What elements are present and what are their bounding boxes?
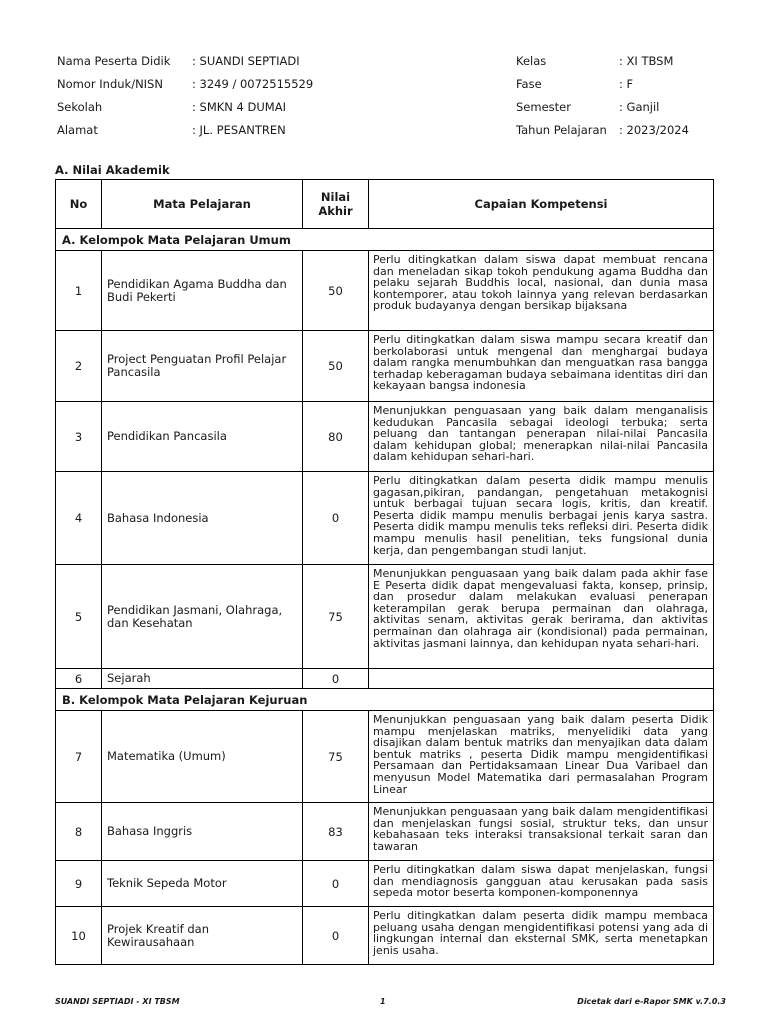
row-subject: Bahasa Inggris [102, 803, 303, 861]
student-info-left [57, 50, 313, 142]
row-competency: Menunjukkan penguasaan yang baik dalam menganalisis kedudukan Pancasila sebagai ideologi terbuka; serta peluang dan tantangan penerapan nilai-nilai Pancasila dalam kehidupan global; menerapkan nilai-nilai Pancasila dalam kehidupan sehari-hari. [369, 402, 714, 472]
row-no: 3 [56, 402, 102, 472]
footer-generator: Dicetak dari e-Rapor SMK v.7.0.3 [577, 997, 726, 1006]
row-no: 4 [56, 472, 102, 565]
table-row [56, 669, 714, 689]
row-competency: Perlu ditingkatkan dalam peserta didik mampu membaca peluang usaha dengan mengidentifikasi potensi yang ada di lingkungan internal dan eksternal SMK, serta menetapkan jenis usaha. [369, 907, 714, 965]
table-row [56, 565, 714, 669]
row-score: 0 [303, 669, 369, 689]
footer-student: SUANDI SEPTIADI - XI TBSM [55, 997, 180, 1006]
row-competency: Perlu ditingkatkan dalam siswa dapat menjelaskan, fungsi dan mendiagnosis gangguan atau kerusakan pada sasis sepeda motor beserta komponen-komponennya [369, 861, 714, 907]
row-no: 6 [56, 669, 102, 689]
table-row [56, 803, 714, 861]
row-subject: Matematika (Umum) [102, 711, 303, 803]
table-row [56, 907, 714, 965]
info-value: : 2023/2024 [619, 123, 689, 137]
row-no: 1 [56, 251, 102, 331]
info-value: : JL. PESANTREN [192, 123, 286, 137]
info-value: : SUANDI SEPTIADI [192, 54, 300, 68]
row-competency: Menunjukkan penguasaan yang baik dalam peserta Didik mampu menjelaskan matriks, menyelidiki data yang disajikan dalam bentuk matriks dan menyajikan data dalam bentuk matriks , peserta Didik mampu mengidentifikasi Persamaan dan Pertidaksamaan Linear Dua Varibael dan menyusun Model Matematika dari permasalahan Program Linear [369, 711, 714, 803]
info-row-school [57, 96, 313, 119]
row-no: 2 [56, 331, 102, 402]
table-row [56, 711, 714, 803]
info-row-nisn [57, 73, 313, 96]
student-info-right [516, 50, 689, 142]
info-value: : XI TBSM [619, 54, 674, 68]
row-subject: Project Penguatan Profil Pelajar Pancasila [102, 331, 303, 402]
header-subject: Mata Pelajaran [102, 180, 303, 229]
info-label: Alamat [57, 123, 98, 137]
info-row-semester [516, 96, 689, 119]
table-row [56, 861, 714, 907]
info-row-address [57, 119, 313, 142]
row-subject: Bahasa Indonesia [102, 472, 303, 565]
table-row [56, 251, 714, 331]
row-subject: Pendidikan Agama Buddha dan Budi Pekerti [102, 251, 303, 331]
info-row-class [516, 50, 689, 73]
info-value: : 3249 / 0072515529 [192, 77, 314, 91]
row-no: 7 [56, 711, 102, 803]
row-score: 50 [303, 331, 369, 402]
row-no: 8 [56, 803, 102, 861]
row-competency [369, 669, 714, 689]
row-subject: Teknik Sepeda Motor [102, 861, 303, 907]
info-label: Fase [516, 77, 542, 91]
row-competency: Perlu ditingkatkan dalam peserta didik mampu menulis gagasan,pikiran, pandangan, pengetahuan metakognisi untuk berbagai tujuan secara logis, kritis, dan kreatif. Peserta didik mampu menulis berbagai jenis karya sastra. Peserta didik mampu menulis teks refleksi diri. Peserta didik mampu menulis hasil penelitian, teks fungsional dunia kerja, dan pengembangan studi lanjut. [369, 472, 714, 565]
table-header-row [56, 180, 714, 229]
table-row [56, 472, 714, 565]
row-score: 0 [303, 861, 369, 907]
row-score: 50 [303, 251, 369, 331]
info-label: Semester [516, 100, 571, 114]
row-subject: Pendidikan Jasmani, Olahraga, dan Kesehatan [102, 565, 303, 669]
group-row [56, 229, 714, 251]
row-score: 83 [303, 803, 369, 861]
info-label: Kelas [516, 54, 547, 68]
info-row-year [516, 119, 689, 142]
grades-table [55, 179, 714, 965]
row-subject: Projek Kreatif dan Kewirausahaan [102, 907, 303, 965]
info-label: Nama Peserta Didik [57, 54, 171, 68]
info-row-phase [516, 73, 689, 96]
table-row [56, 331, 714, 402]
info-label: Sekolah [57, 100, 103, 114]
row-no: 9 [56, 861, 102, 907]
header-competency: Capaian Kompetensi [369, 180, 714, 229]
table-row [56, 402, 714, 472]
footer-page-number: 1 [380, 997, 386, 1006]
row-subject: Pendidikan Pancasila [102, 402, 303, 472]
row-no: 5 [56, 565, 102, 669]
row-score: 0 [303, 472, 369, 565]
group-title: A. Kelompok Mata Pelajaran Umum [56, 229, 714, 251]
info-row-name [57, 50, 313, 73]
info-value: : F [619, 77, 634, 91]
info-value: : Ganjil [619, 100, 660, 114]
row-no: 10 [56, 907, 102, 965]
row-score: 75 [303, 711, 369, 803]
info-label: Nomor Induk/NISN [57, 77, 163, 91]
info-value: : SMKN 4 DUMAI [192, 100, 286, 114]
row-competency: Menunjukkan penguasaan yang baik dalam pada akhir fase E Peserta didik dapat mengevaluasi fakta, konsep, prinsip, dan prosedur dalam melakukan evaluasi penerapan keterampilan gerak berupa permainan dan olahraga, aktivitas senam, aktivitas gerak berirama, dan aktivitas permainan dan olahraga air (kondisional) pada permainan, aktivitas jasmani lainnya, dan kehidupan nyata sehari-hari. [369, 565, 714, 669]
row-competency: Perlu ditingkatkan dalam siswa dapat membuat rencana dan meneladan sikap tokoh pendukung agama Buddha dan pelaku sejarah Buddhis local, nasional, dan dunia masa kontemporer, atau tokoh lainnya yang relevan berdasarkan produk budayanya dengan bersikap bijaksana [369, 251, 714, 331]
header-score: Nilai Akhir [303, 180, 369, 229]
section-title: A. Nilai Akademik [55, 163, 170, 177]
row-score: 75 [303, 565, 369, 669]
info-label: Tahun Pelajaran [516, 123, 607, 137]
group-row [56, 689, 714, 711]
row-subject: Sejarah [102, 669, 303, 689]
row-score: 80 [303, 402, 369, 472]
row-score: 0 [303, 907, 369, 965]
header-no: No [56, 180, 102, 229]
group-title: B. Kelompok Mata Pelajaran Kejuruan [56, 689, 714, 711]
row-competency: Menunjukkan penguasaan yang baik dalam mengidentifikasi dan menjelaskan fungsi sosial, struktur teks, dan unsur kebahasaan teks interaksi transaksional terkait saran dan tawaran [369, 803, 714, 861]
row-competency: Perlu ditingkatkan dalam siswa mampu secara kreatif dan berkolaborasi untuk mengenal dan menghargai budaya dalam rangka menumbuhkan dan menguatkan rasa bangga terhadap keberagaman budaya sebaimana identitas diri dan kekayaan bangsa indonesia [369, 331, 714, 402]
